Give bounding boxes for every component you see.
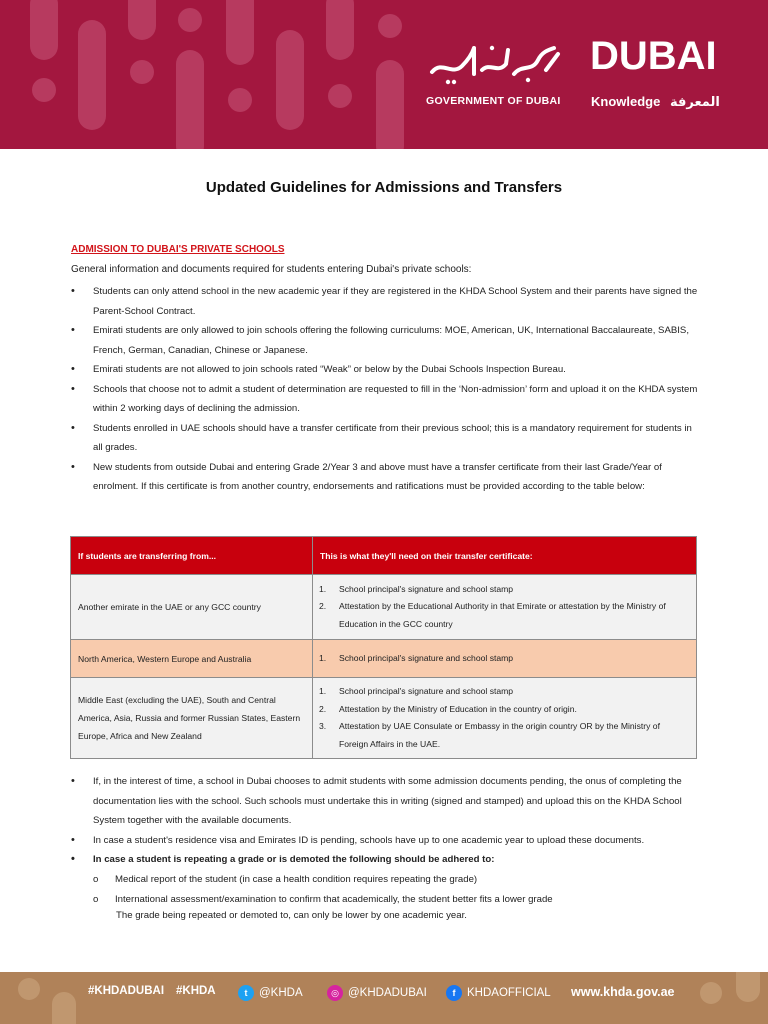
list-item: • Schools that choose not to admit a student of determination are requested to fill in the ‘Non-admission’ form and upload it on the KHDA system within 2 working days of declining the admission.	[71, 380, 699, 419]
sub-bullet-marker: o	[93, 893, 99, 905]
table-cell-needs	[313, 640, 697, 678]
list-number: 1.	[319, 652, 327, 663]
requirements-list	[319, 683, 690, 753]
list-text: Attestation by the Ministry of Education in the country of origin.	[339, 703, 577, 714]
decor-shape	[378, 14, 402, 38]
list-item: • In case a student's residence visa and Emirates ID is pending, schools have up to one academic year to upload these documents.	[71, 831, 699, 851]
instagram-icon: ◎	[327, 985, 343, 1001]
dubai-knowledge-logo	[590, 34, 720, 115]
list-number: 2.	[319, 601, 327, 612]
facebook-handle-link[interactable]	[446, 985, 551, 1001]
hashtag-khda: #KHDA	[176, 985, 216, 997]
table-cell-from: Middle East (excluding the UAE), South and Central America, Asia, Russia and former Russian States, Eastern Europe, Africa and New Zealand	[71, 678, 313, 759]
instagram-handle-link[interactable]	[327, 985, 427, 1001]
hashtag-khdadubai: #KHDADUBAI	[88, 985, 165, 997]
section-heading: ADMISSION TO DUBAI'S PRIVATE SCHOOLS	[71, 244, 285, 255]
table-cell-needs	[313, 575, 697, 640]
repeat-grade-requirements-list	[93, 870, 693, 909]
dubai-wordmark: DUBAI	[590, 34, 717, 78]
list-item	[319, 650, 690, 668]
decor-shape	[52, 992, 76, 1024]
table-row	[71, 678, 697, 759]
decor-shape	[128, 0, 156, 40]
twitter-handle-link[interactable]	[238, 985, 303, 1001]
table-header-cell: This is what they'll need on their transfer certificate:	[313, 537, 697, 575]
decor-shape	[376, 60, 404, 149]
knowledge-label	[591, 94, 720, 110]
decor-shape	[176, 50, 204, 149]
decor-shape	[178, 8, 202, 32]
section-intro: General information and documents required for students entering Dubai's private schools:	[71, 264, 472, 275]
decor-shape	[228, 88, 252, 112]
table-row	[71, 640, 697, 678]
list-item	[319, 683, 690, 701]
decor-shape	[226, 0, 254, 65]
list-item: • Students enrolled in UAE schools should have a transfer certificate from their previous school; this is a mandatory requirement for students in all grades.	[71, 419, 699, 458]
list-number: 1.	[319, 686, 327, 696]
knowledge-en: Knowledge	[591, 94, 661, 109]
list-item: • Students can only attend school in the new academic year if they are registered in the KHDA School System and their parents have signed the Parent-School Contract.	[71, 282, 699, 321]
admission-rules-list	[71, 282, 699, 497]
list-item: • In case a student is repeating a grade or is demoted the following should be adhered to:	[71, 850, 699, 870]
list-text: School principal's signature and school stamp	[339, 583, 514, 594]
page-header	[0, 0, 768, 149]
decor-shape	[78, 20, 106, 130]
twitter-icon: t	[238, 985, 254, 1001]
table-header-row	[71, 537, 697, 575]
list-number: 1.	[319, 583, 327, 594]
list-item	[93, 870, 693, 890]
list-text: School principal's signature and school stamp	[339, 652, 514, 663]
table-row	[71, 575, 697, 640]
list-number: 2.	[319, 703, 327, 714]
requirements-list	[319, 581, 690, 634]
sub-bullet-marker: o	[93, 874, 99, 885]
page-title: Updated Guidelines for Admissions and Transfers	[205, 179, 563, 196]
decor-shape	[18, 978, 40, 1000]
decor-shape	[736, 972, 760, 1002]
facebook-handle: KHDAOFFICIAL	[467, 987, 551, 999]
requirements-list	[319, 650, 690, 668]
table-cell-from: Another emirate in the UAE or any GCC country	[71, 575, 313, 640]
decor-shape	[276, 30, 304, 130]
additional-rules-list	[71, 772, 699, 870]
government-of-dubai-logo	[424, 40, 566, 110]
list-item	[319, 718, 690, 753]
list-text: School principal's signature and school stamp	[339, 686, 514, 696]
list-text: Medical report of the student (in case a health condition requires repeating the grade)	[115, 874, 478, 885]
table-cell-needs	[313, 678, 697, 759]
list-item: • If, in the interest of time, a school in Dubai chooses to admit students with some admission documents pending, the onus of completing the documentation lies with the school. Such schools must undertake this in writing (signed and stamped) and upload this on the KHDA School System together with the available documents.	[71, 772, 699, 831]
website-link[interactable]: www.khda.gov.ae	[571, 985, 675, 999]
list-text: Attestation by UAE Consulate or Embassy in the origin country OR by the Ministry of Foreign Affairs in the UAE.	[339, 721, 660, 749]
page-footer	[0, 972, 768, 1024]
list-item	[319, 598, 690, 633]
twitter-handle: @KHDA	[259, 987, 303, 999]
decor-shape	[700, 982, 722, 1004]
repeat-grade-note: The grade being repeated or demoted to, can only be lower by one academic year.	[116, 910, 467, 921]
list-item	[319, 581, 690, 599]
decor-shape	[328, 84, 352, 108]
decor-shape	[30, 0, 58, 60]
list-number: 3.	[319, 721, 327, 731]
dubai-government-emblem-icon	[428, 40, 562, 86]
facebook-icon: f	[446, 985, 462, 1001]
decor-shape	[130, 60, 154, 84]
table-cell-from: North America, Western Europe and Australia	[71, 640, 313, 678]
decor-shape	[326, 0, 354, 60]
knowledge-ar: المعرفة	[669, 94, 720, 109]
list-item: • New students from outside Dubai and entering Grade 2/Year 3 and above must have a transfer certificate from their last Grade/Year of enrolment. If this certificate is from another country, endorsements and ratifications must be provided according to the table below:	[71, 458, 699, 497]
list-item	[93, 890, 693, 910]
table-header-cell: If students are transferring from...	[71, 537, 313, 575]
government-label: GOVERNMENT OF DUBAI	[426, 95, 561, 107]
instagram-handle: @KHDADUBAI	[348, 987, 427, 999]
list-text: International assessment/examination to confirm that academically, the student better fits a lower grade	[115, 893, 553, 905]
transfer-requirements-table	[70, 536, 697, 759]
list-item	[319, 701, 690, 719]
decor-shape	[32, 78, 56, 102]
list-item: • Emirati students are only allowed to join schools offering the following curriculums: MOE, American, UK, International Baccalaureate, SABIS, French, German, Canadian, Chinese or Japanese.	[71, 321, 699, 360]
list-item: • Emirati students are not allowed to join schools rated “Weak” or below by the Dubai Schools Inspection Bureau.	[71, 360, 699, 380]
list-text: Attestation by the Educational Authority in that Emirate or attestation by the Ministry of Education in the GCC country	[339, 601, 666, 629]
